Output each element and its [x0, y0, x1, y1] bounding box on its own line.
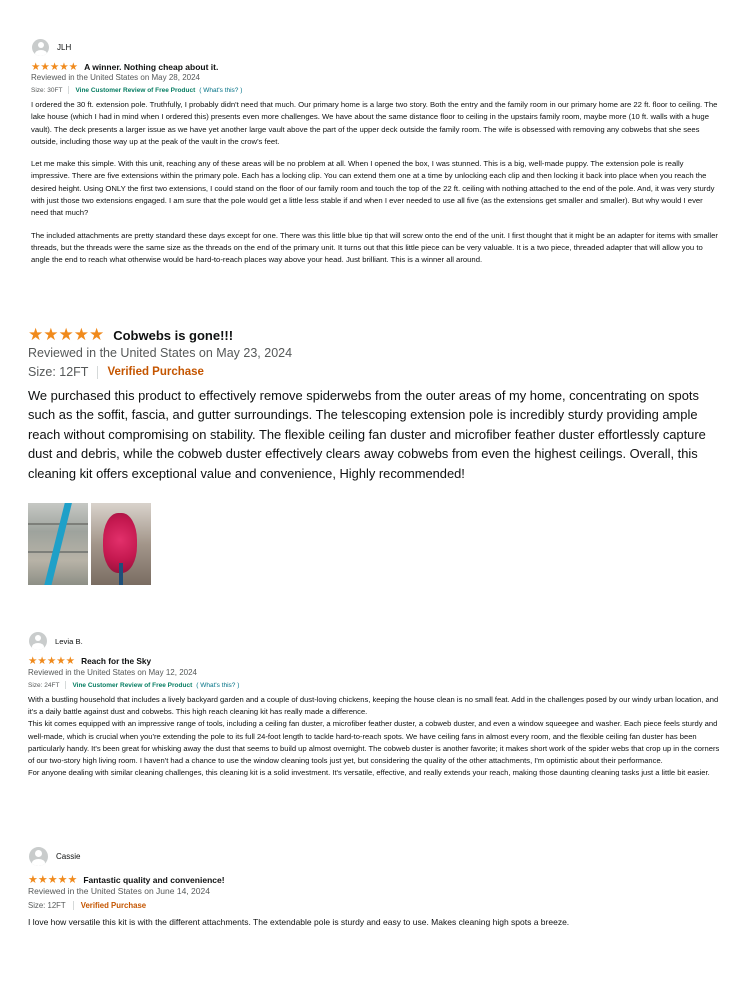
review-variant-line	[31, 86, 242, 94]
reviewer-name[interactable]: Levia B.	[55, 636, 83, 646]
whats-this-link[interactable]: ( What's this? )	[196, 681, 240, 689]
review-photos	[28, 503, 151, 585]
review-heading	[28, 873, 225, 886]
divider	[97, 366, 98, 379]
size-label: Size: 24FT	[28, 681, 60, 689]
review-photo-pole[interactable]	[28, 503, 88, 585]
reviewer[interactable]	[29, 847, 80, 866]
review-title[interactable]: Reach for the Sky	[81, 656, 152, 666]
avatar[interactable]	[32, 39, 49, 56]
review-paragraph: For anyone dealing with similar cleaning challenges, this cleaning kit is a solid investment. It's versatile, effective, and really extends your reach, making those daunting cleaning tasks just a little bit easier.	[28, 768, 710, 778]
review-body	[28, 916, 720, 929]
review-date: Reviewed in the United States on May 23, 2024	[28, 346, 293, 360]
review-paragraph: We purchased this product to effectively remove spiderwebs from the outer areas of my home, concentrating on spots such as the soffit, fascia, and gutter surroundings. The telescoping extension pole is incredibly sturdy providing ample reach without compromising on stability. The flexible ceiling fan duster and microfiber feather duster effortlessly capture dust and debris, while the cobweb duster effectively clears away cobwebs from even the highest ceilings. Overall, this cleaning kit offers exceptional value and convenience, Highly recommended!	[28, 388, 706, 481]
review-heading	[31, 61, 218, 73]
whats-this-link[interactable]: ( What's this? )	[199, 86, 243, 94]
review-paragraph: With a bustling household that includes a lively backyard garden and a couple of dust-loving chickens, keeping the house clean is no small feat. Add in the challenges posed by our windy urban location, and it's a daily battle against dust and cobwebs. This high reach cleaning kit has really made a difference.	[28, 695, 719, 717]
review-body	[28, 694, 720, 779]
divider	[65, 681, 66, 689]
review-paragraph: This kit comes equipped with an impressive range of tools, including a ceiling fan duster, a microfiber feather duster, a cobweb duster, and even a window squeegee and washer. Each piece feels sturdy and well-made, which is crucial when you're extending the pole to its full 24-foot length to tackle hard-to-reach spots. We have ceiling fans in almost every room, and the flexible ceiling fan duster has been particularly handy. It's been great for whisking away the dust that seems to build up almost overnight. The cobweb duster is another favorite; it makes short work of the spider webs that crop up in the corners of our two-story high living room. I haven't had a chance to use the window cleaning tools just yet, but considering the quality of the other attachments, I'm optimistic about their performance.	[28, 719, 720, 766]
size-label: Size: 30FT	[31, 86, 63, 94]
review-paragraph: I ordered the 30 ft. extension pole. Truthfully, I probably didn't need that much. Our primary home is a large two story. Both the entry and the family room in our primary home are 22 ft. floor to ceiling. The lake house (which I had in mind when I ordered this) presents even more challenges. We have about the same distance floor to ceiling in the upstairs family room, maybe more (10 ft. walls with a huge vault). The deck presents a larger issue as we have yet another large vault above the part of the upper deck outside the family room. The wife is obsessed with removing any cobwebs that she sees outside, including those way up at the peak of the vault in the crow's feet.	[31, 100, 718, 146]
review-date: Reviewed in the United States on May 28, 2024	[31, 73, 200, 82]
review-title[interactable]: Cobwebs is gone!!!	[113, 327, 234, 343]
star-rating-icon[interactable]: ★★★★★	[28, 655, 76, 667]
review-variant-line	[28, 681, 239, 689]
review-body	[28, 386, 718, 483]
review-paragraph: I love how versatile this kit is with the different attachments. The extendable pole is sturdy and easy to use. Makes cleaning high spots a breeze.	[28, 917, 570, 927]
review-paragraph: Let me make this simple. With this unit, reaching any of these areas will be no problem at all. When I opened the box, I was stunned. This is a big, well-made puppy. The extension pole is really impressive. There are five extensions within the primary pole. Each has a locking clip. You can extend them one at a time by unlocking each clip and then locking it back into place when you reach the desired height. Using ONLY the first two extensions, I could stand on the floor of our family room and touch the top of the 22 ft. ceiling with nothing attached to the end of the pole. And, it was very sturdy with just those two extensions engaged. I am sure that the pole would get a little less stable if and when I ever needed to use all five (as the extensions get smaller and smaller). But why would I ever need that much?	[31, 159, 715, 218]
review-title[interactable]: A winner. Nothing cheap about it.	[84, 62, 219, 72]
review-photo-duster[interactable]	[91, 503, 151, 585]
avatar[interactable]	[29, 632, 47, 650]
star-rating-icon[interactable]: ★★★★★	[31, 61, 79, 73]
review-heading	[28, 655, 151, 667]
reviewer[interactable]	[32, 39, 71, 56]
star-rating-icon[interactable]: ★★★★★	[28, 874, 78, 886]
size-label: Size: 12FT	[28, 901, 66, 910]
star-rating-icon[interactable]: ★★★★★	[28, 325, 105, 344]
size-label: Size: 12FT	[28, 365, 89, 379]
verified-purchase-badge: Verified Purchase	[80, 901, 147, 910]
review-title[interactable]: Fantastic quality and convenience!	[83, 874, 225, 885]
review-variant-line	[28, 901, 146, 910]
reviewer-name[interactable]: JLH	[57, 43, 72, 52]
review-paragraph: The included attachments are pretty standard these days except for one. There was this little blue tip that will screw onto the end of the unit. I first thought that it might be an adapter for items with smaller threads, but the threads were the same size as the threads on the end of the primary unit. It turns out that this little piece can be very valuable. It is a two piece, threaded adapter that will allow you to angle the end to reach what otherwise would be hard-to-reach places way above your head. Just brilliant. This is a winner all around.	[31, 230, 718, 265]
verified-purchase-badge: Verified Purchase	[107, 366, 204, 378]
review-date: Reviewed in the United States on May 12, 2024	[28, 668, 197, 677]
review-body	[31, 99, 721, 267]
review-variant-line	[28, 365, 204, 379]
vine-badge: Vine Customer Review of Free Product	[75, 86, 196, 94]
avatar[interactable]	[29, 847, 48, 866]
vine-badge: Vine Customer Review of Free Product	[72, 681, 193, 689]
reviewer-name[interactable]: Cassie	[56, 852, 81, 861]
divider	[68, 86, 69, 94]
review-heading	[28, 325, 233, 345]
review-date: Reviewed in the United States on June 14, 2024	[28, 886, 210, 896]
divider	[73, 901, 74, 910]
reviewer[interactable]	[29, 632, 83, 650]
